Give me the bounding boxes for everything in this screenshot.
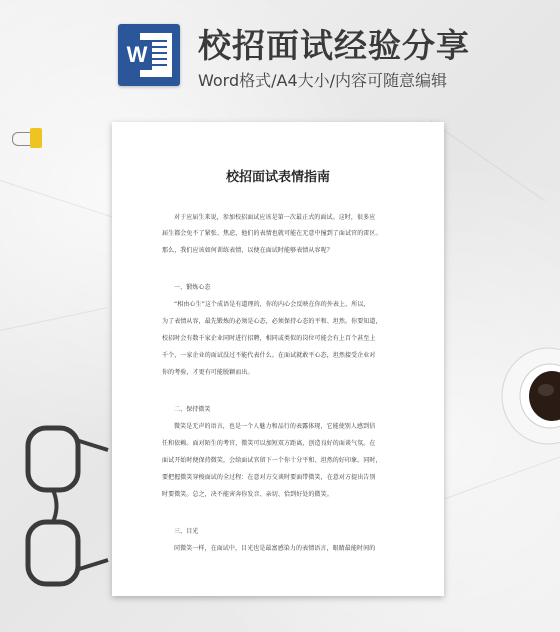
marble-vein: [440, 456, 560, 501]
word-icon-letter: W: [122, 40, 152, 70]
document-line: 届生都会免不了紧张、焦虑，他们的表情也就可能在无意中撞到了面试官的雷区。: [162, 230, 382, 237]
document-line: 任和依赖。面对陌生的考官，微笑可以加短双方距离，创造良好的面谈气氛。在: [162, 440, 376, 447]
page-subtitle: Word格式/A4大小/内容可随意编辑: [198, 71, 448, 90]
document-line: 千个，一家企业的面试没过不能代表什么。在面试就敢平心态，坦然接受企业对: [162, 352, 376, 359]
document-line: 对于应届生来说，参加校招面试应该是第一次最正式的面试。这时，很多应: [174, 214, 376, 221]
header: [0, 0, 560, 110]
document-line: 要把握微笑穿梭面试的全过程：在意对方交谈时要面带微笑，在意对方提出告别: [162, 474, 376, 481]
document-line: 你的考验，才更有可能脱颖而出。: [162, 369, 254, 376]
document-line: 面试开始时便保持微笑，会给面试官留下一个你十分平和、坦然的好印象。同时，: [162, 457, 382, 464]
document-line: 同微笑一样，在面试中，目光也是最富感染力的表情语言，眼睛最能时间的: [174, 545, 376, 552]
document-line: “相由心生”这个成语是有道理的，你的内心会反映在你的外表上，所以，: [174, 301, 370, 308]
coffee-cup-icon: [500, 346, 560, 446]
document-title: 校招面试表情指南: [225, 170, 330, 185]
binder-clip-icon: [12, 126, 46, 148]
page-title: 校招面试经验分享: [198, 26, 470, 65]
marble-vein: [0, 307, 108, 331]
section-heading: 三、目光: [174, 528, 199, 535]
document-line: 校招时会有数千家企业同时进行招聘，相同或类似的岗位可能会有上百个甚至上: [162, 335, 376, 342]
marble-vein: [430, 120, 545, 201]
section-heading: 一、锻炼心态: [174, 284, 211, 291]
section-heading: 二、保持微笑: [174, 406, 211, 413]
document-line: 为了表情从容，最先锻炼的必须是心态，必须保持心态的平和、坦然。你要知道，: [162, 318, 382, 325]
word-icon: [118, 24, 180, 86]
eyeglasses-icon: [20, 420, 110, 600]
clip-body: [30, 128, 42, 148]
document-line: 微笑是无声的语言，也是一个人魅力和品行的表露体现，它能使别人感到信: [174, 423, 376, 430]
document-line: 那么，我们应该如何训练表情，以便在面试时能够表情从容呢？: [162, 247, 333, 254]
document-line: 时要微笑。总之，决不能害奔你发音、亲切、恰到好处的微笑。: [162, 491, 333, 498]
document-page: [112, 122, 444, 596]
